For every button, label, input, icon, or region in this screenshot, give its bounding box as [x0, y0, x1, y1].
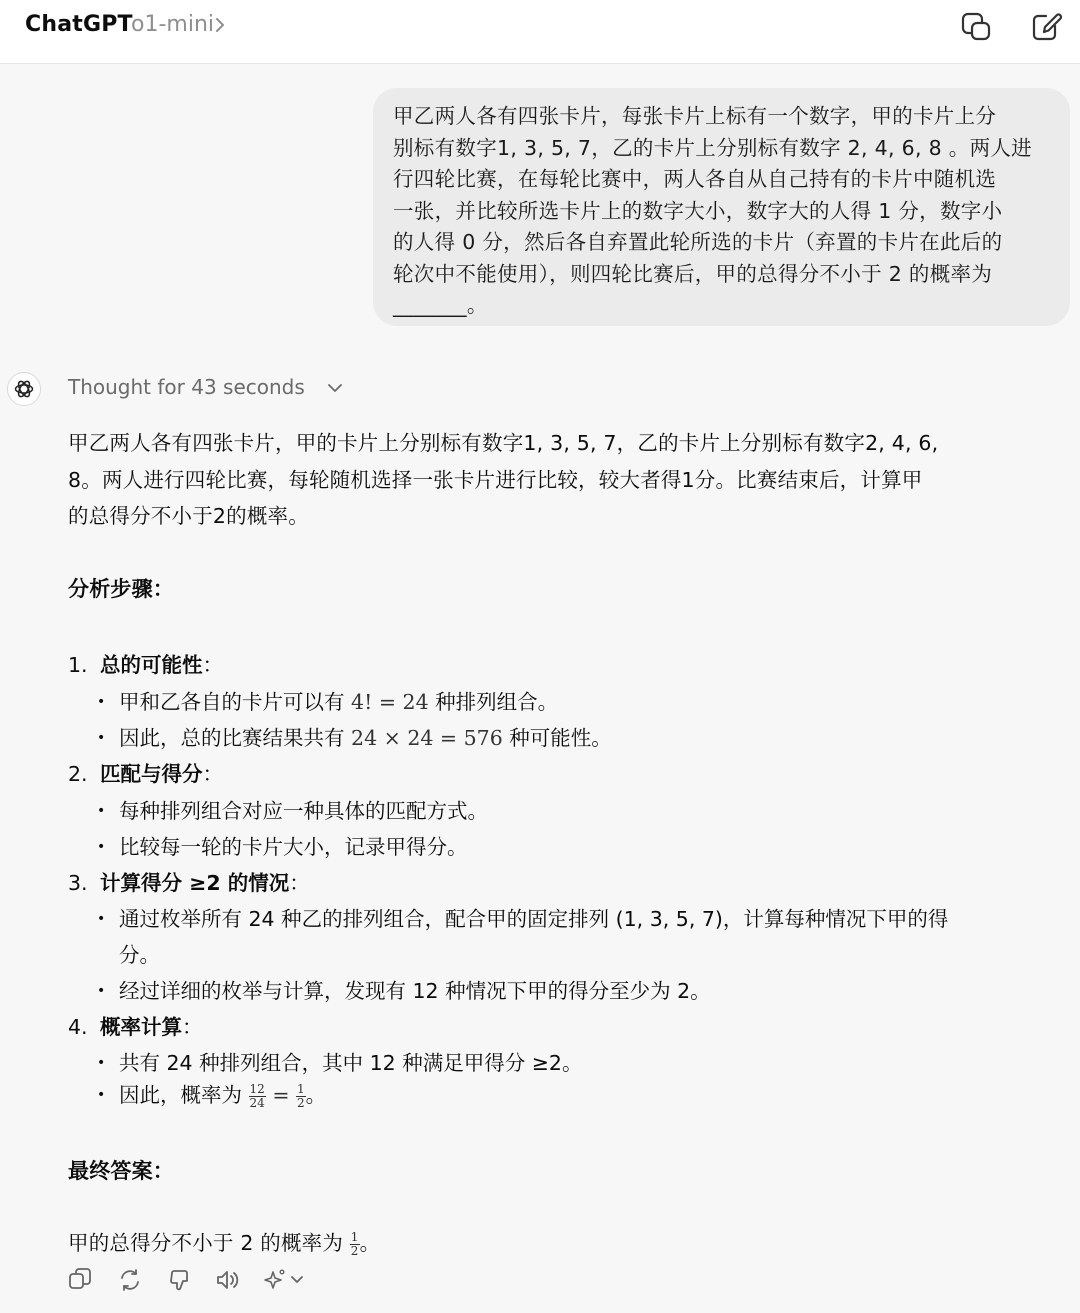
analysis-heading: 分析步骤：	[68, 577, 174, 601]
answer-intro-line: 甲乙两人各有四张卡片，甲的卡片上分别标有数字1, 3, 5, 7，乙的卡片上分别标有数字2, 4, 6,	[68, 431, 939, 455]
fraction: $\frac{1}{2}$	[350, 1229, 359, 1258]
user-message-line: 行四轮比赛，在每轮比赛中，两人各自从自己持有的卡片中随机选	[393, 167, 997, 191]
answer-intro-line: 的总得分不小于2的概率。	[68, 504, 309, 528]
answer-intro-line: 8。两人进行四轮比赛，每轮随机选择一张卡片进行比较，较大者得1分。比赛结束后，计算甲	[68, 468, 923, 492]
step-2-title: 2. 匹配与得分：	[68, 762, 223, 786]
step-4-title: 4. 概率计算：	[68, 1015, 203, 1039]
copy-icon[interactable]	[66, 1266, 94, 1294]
list-item: • 每种排列组合对应一种具体的匹配方式。	[97, 799, 488, 823]
list-item: • 比较每一轮的卡片大小，记录甲得分。	[97, 835, 468, 859]
new-chat-icon[interactable]	[956, 8, 996, 44]
final-heading: 最终答案：	[68, 1159, 174, 1183]
user-message-line: 甲乙两人各有四张卡片，每张卡片上标有一个数字，甲的卡片上分	[393, 104, 997, 128]
fraction: $\frac{12}{24}$	[249, 1081, 265, 1110]
sparkle-icon[interactable]	[262, 1266, 308, 1294]
user-message-line: 别标有数字1, 3, 5, 7，乙的卡片上分别标有数字 2, 4, 6, 8 。两人进	[393, 135, 1032, 160]
top-bar	[0, 0, 1080, 64]
edit-icon[interactable]	[1027, 8, 1067, 44]
chatgpt-logo-icon	[7, 372, 41, 406]
chevron-down-icon[interactable]	[327, 381, 343, 395]
list-item: • 因此，概率为 $\frac{12}{24}$ = $\frac{1}{2}$ 。	[97, 1081, 327, 1110]
user-message-bubble	[373, 88, 1070, 326]
fraction: $\frac{1}{2}$	[297, 1081, 305, 1110]
user-message-line: 轮次中不能使用），则四轮比赛后，甲的总得分不小于 2 的概率为	[393, 261, 993, 286]
list-item: • 通过枚举所有 24 种乙的排列组合，配合甲的固定排列 (1, 3, 5, 7)，计算每种情况下甲的得	[97, 907, 949, 931]
chevron-right-icon[interactable]	[212, 15, 228, 35]
final-answer: 甲的总得分不小于 2 的概率为 $\frac{1}{2}$ 。	[68, 1229, 381, 1258]
list-item: • 因此，总的比赛结果共有 24 × 24 = 576 种可能性。	[97, 726, 612, 750]
list-item-continuation: 分。	[119, 943, 160, 967]
step-1-title: 1. 总的可能性：	[68, 653, 223, 677]
step-3-title: 3. 计算得分 ≥2 的情况：	[68, 871, 310, 895]
thought-toggle[interactable]: Thought for 43 seconds	[68, 375, 305, 399]
model-selector[interactable]: o1-mini	[131, 12, 214, 37]
user-message-line: 的人得 0 分，然后各自弃置此轮所选的卡片（弃置的卡片在此后的	[393, 230, 1003, 254]
user-message-line: _______。	[393, 293, 488, 317]
app-title: ChatGPT	[25, 12, 133, 37]
thumbs-down-icon[interactable]	[166, 1266, 194, 1294]
read-aloud-icon[interactable]	[214, 1266, 242, 1294]
list-item: • 共有 24 种排列组合，其中 12 种满足甲得分 ≥2。	[97, 1051, 583, 1075]
user-message-line: 一张，并比较所选卡片上的数字大小，数字大的人得 1 分，数字小	[393, 198, 1003, 223]
list-item: • 经过详细的枚举与计算，发现有 12 种情况下甲的得分至少为 2。	[97, 979, 711, 1003]
list-item: • 甲和乙各自的卡片可以有 4! = 24 种排列组合。	[97, 690, 559, 714]
regenerate-icon[interactable]	[116, 1266, 144, 1294]
